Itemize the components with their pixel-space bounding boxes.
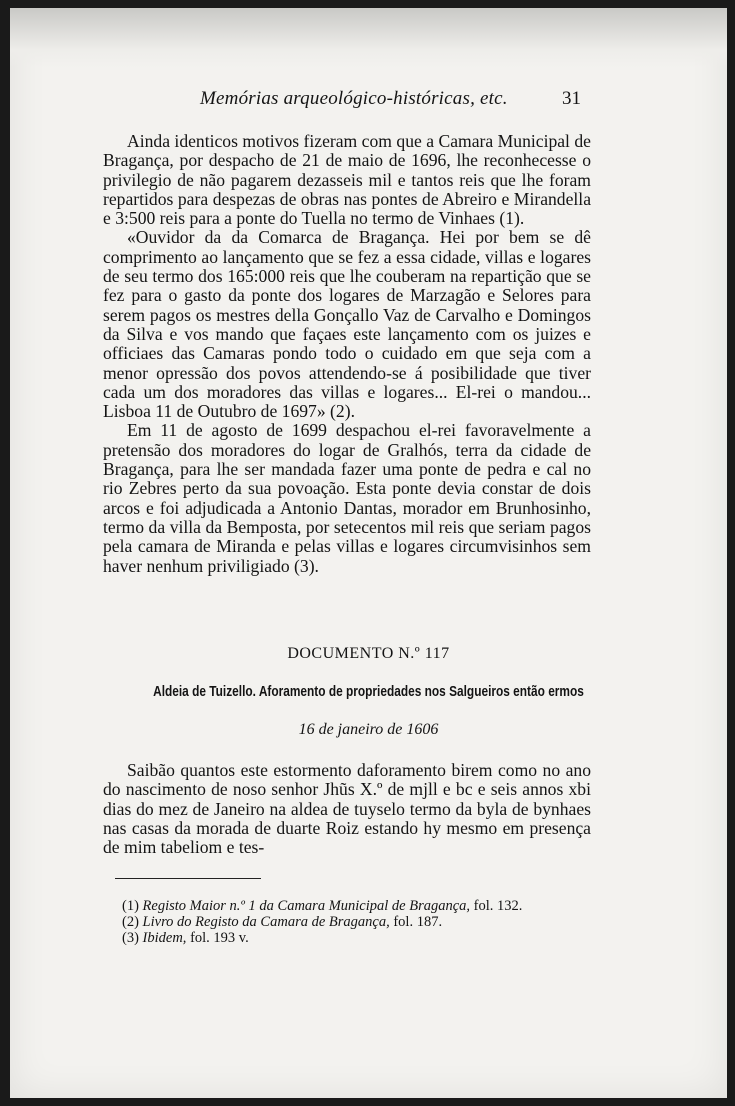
footnote-reference: Ibidem, bbox=[142, 930, 187, 946]
footnote-location: fol. 187. bbox=[393, 914, 443, 930]
footnote bbox=[122, 914, 592, 930]
document-text bbox=[103, 761, 591, 857]
footnote-location: fol. 132. bbox=[473, 898, 523, 914]
footnote bbox=[122, 898, 592, 914]
footnote-divider bbox=[115, 878, 261, 879]
footnotes bbox=[122, 898, 592, 946]
paragraph: Em 11 de agosto de 1699 despachou el-rei favoravelmente a pretensão dos moradores do logar de Gralhós, terra da cidade de Bragança, para lhe ser mandada fazer uma ponte de pedra e cal no rio Zebres perto da sua povoação. Esta ponte devia constar de dois arcos e foi adjudicada a Antonio Dantas, morador em Brunhosinho, termo da villa da Bemposta, por setecentos mil reis que seriam pagos pela camara de Miranda e pelas villas e logares circumvisinhos sem haver nenhum priviligiado (3). bbox=[103, 420, 591, 576]
paragraph: «Ouvidor da da Comarca de Bragança. Hei por bem se dê comprimento ao lançamento que se fez a essa cidade, villas e logares de seu termo dos 165:000 reis que lhe couberam na repartição que se fez para o gasto da ponte dos logares de Marzagão e Selores para serem pagos os mestres della Gonçallo Vaz de Carvalho e Domingos da Silva e vos mando que façaes este lançamento com os juizes e officiaes das Camaras pondo todo o cuidado em que seja com a menor opressão dos povos attendendo-se á posibilidade que tiver cada um dos moradores das villas e logares... El-rei o mandou... Lisboa 11 de Outubro de 1697» (2). bbox=[103, 227, 591, 422]
paragraph: Saibão quantos este estormento daforamento birem como no ano do nascimento de noso senhor Jhũs X.º de mjll e bc e seis annos xbi dias do mez de Janeiro na aldea de tuyselo termo da byla de bynhaes nas casas da morada de duarte Roiz estando hy mesmo em presença de mim tabeliom e tes- bbox=[103, 760, 591, 858]
page-number: 31 bbox=[562, 88, 581, 109]
footnote-number: (2) bbox=[122, 914, 139, 930]
main-text bbox=[103, 132, 591, 576]
footnote bbox=[122, 930, 592, 946]
document-heading: DOCUMENTO N.º 117 bbox=[287, 645, 450, 662]
footnote-reference: Livro do Registo da Camara de Bragança, bbox=[142, 914, 390, 930]
page-header bbox=[10, 88, 727, 118]
running-title: Memórias arqueológico-históricas, etc. bbox=[200, 88, 508, 109]
paragraph: Ainda identicos motivos fizeram com que a Camara Municipal de Bragança, por despacho de 21 de maio de 1696, lhe reconhecesse o privilegio de não pagarem dezasseis mil e tantos reis que lhe foram repartidos para despezas de obras nas pontes de Abreiro e Mirandella e 3:500 reis para a ponte do Tuella no termo de Vinhaes (1). bbox=[103, 131, 591, 229]
footnote-number: (3) bbox=[122, 930, 139, 946]
document-date: 16 de janeiro de 1606 bbox=[298, 721, 439, 738]
footnote-reference: Registo Maior n.º 1 da Camara Municipal de Bragança, bbox=[142, 898, 471, 914]
book-page bbox=[10, 8, 727, 1098]
footnote-number: (1) bbox=[122, 898, 139, 914]
document-subheading: Aldeia de Tuizello. Aforamento de propriedades nos Salgueiros então ermos bbox=[153, 684, 584, 700]
footnote-location: fol. 193 v. bbox=[190, 930, 249, 946]
